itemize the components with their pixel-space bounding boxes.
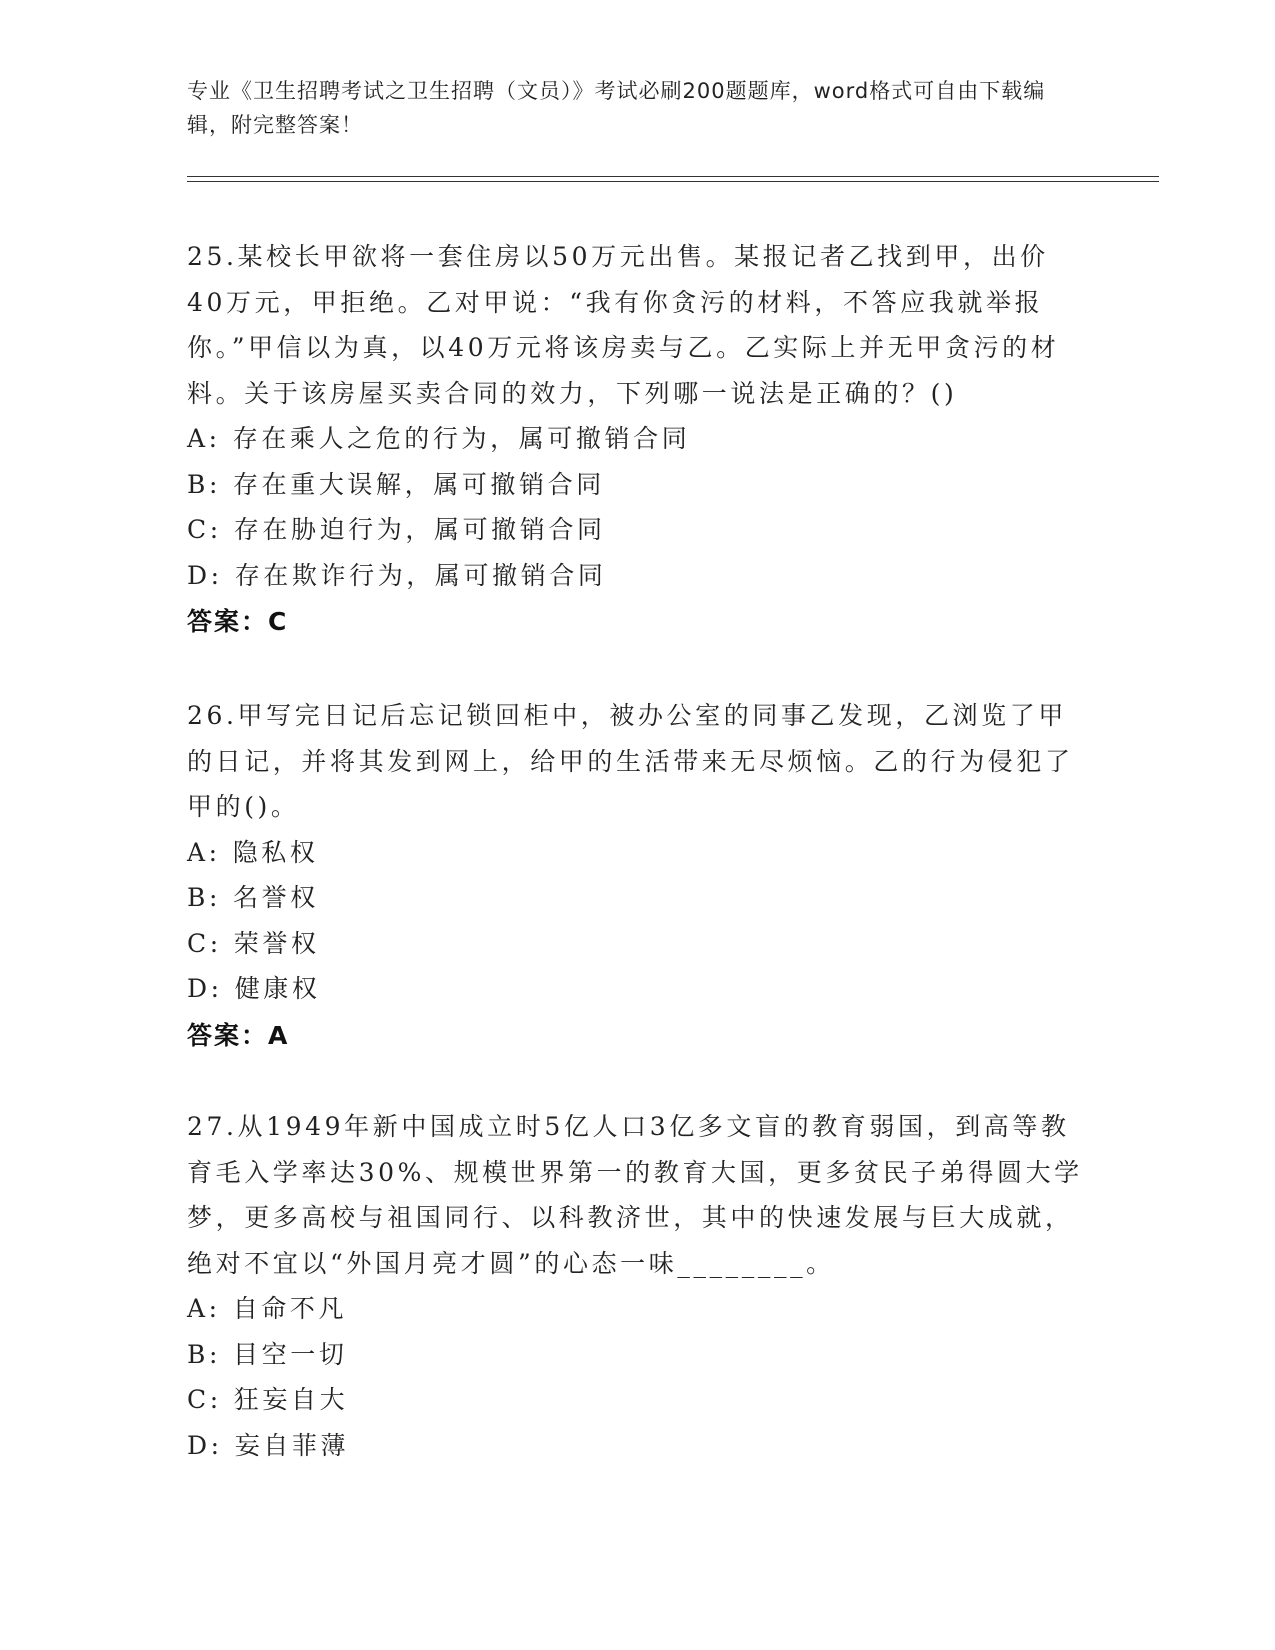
option-letter: D (187, 974, 211, 1003)
option-letter: D (187, 1430, 211, 1460)
question-27 (187, 1104, 1087, 1468)
header-divider (187, 176, 1159, 177)
option-letter: A (187, 424, 209, 453)
option-letter: C (187, 515, 210, 544)
option-a (187, 416, 1087, 462)
header-divider (187, 181, 1159, 182)
option-separator: : (208, 1339, 222, 1369)
document-header: 专业《卫生招聘考试之卫生招聘（文员）》考试必刷200题题库，word格式可自由下载编辑，附完整答案！ (187, 79, 1046, 137)
question-25 (187, 234, 1087, 645)
option-separator: : (208, 1294, 221, 1323)
option-a (187, 1286, 1087, 1332)
option-text: 狂妄自大 (233, 1385, 349, 1414)
option-text: 存在胁迫行为，属可撤销合同 (233, 515, 606, 544)
option-text: 妄自菲薄 (234, 1430, 350, 1460)
option-letter: C (187, 928, 210, 958)
question-stem: 25.某校长甲欲将一套住房以50万元出售。某报记者乙找到甲，出价40万元，甲拒绝。乙对甲说：“我有你贪污的材料，不答应我就举报你。”甲信以为真，以40万元将该房卖与乙。乙实际上并无甲贪污的材料。关于该房屋买卖合同的效力，下列哪一说法是正确的？() (187, 242, 1060, 408)
question-26 (187, 693, 1087, 1058)
option-text: 存在乘人之危的行为，属可撤销合同 (232, 424, 691, 453)
option-d (187, 966, 1087, 1012)
answer: 答案：A (187, 1020, 290, 1050)
option-b (187, 875, 1087, 921)
question-stem: 27.从1949年新中国成立时5亿人口3亿多文盲的教育弱国，到高等教育毛入学率达30%、规模世界第一的教育大国，更多贫民子弟得圆大学梦，更多高校与祖国同行、以科教济世，其中的快速发展与巨大成就，绝对不宜以“外国月亮才圆”的心态一味________。 (187, 1112, 1083, 1278)
option-b (187, 1332, 1087, 1378)
option-separator: : (210, 560, 223, 590)
option-c (187, 507, 1087, 553)
option-separator: : (208, 883, 222, 912)
option-text: 健康权 (234, 974, 321, 1003)
option-c (187, 921, 1087, 967)
option-d (187, 553, 1087, 599)
option-letter: D (187, 560, 211, 590)
option-text: 存在重大误解，属可撤销合同 (233, 469, 605, 499)
option-letter: B (187, 1339, 209, 1369)
option-c (187, 1377, 1087, 1423)
option-separator: : (209, 928, 222, 958)
answer: 答案：C (187, 607, 289, 636)
option-separator: : (208, 837, 221, 867)
option-separator: : (208, 424, 221, 453)
option-separator: : (209, 515, 222, 544)
option-b (187, 462, 1087, 508)
option-text: 名誉权 (233, 883, 319, 912)
option-letter: A (187, 837, 209, 867)
option-letter: A (187, 1294, 209, 1323)
option-a (187, 830, 1087, 876)
option-text: 隐私权 (232, 837, 319, 867)
option-d (187, 1423, 1087, 1469)
option-separator: : (210, 974, 223, 1003)
option-text: 自命不凡 (232, 1294, 348, 1323)
option-separator: : (210, 1430, 223, 1460)
option-letter: C (187, 1385, 210, 1414)
option-separator: : (209, 1385, 222, 1414)
option-letter: B (187, 469, 209, 499)
question-stem: 26.甲写完日记后忘记锁回柜中，被办公室的同事乙发现，乙浏览了甲的日记，并将其发到网上，给甲的生活带来无尽烦恼。乙的行为侵犯了甲的()。 (187, 701, 1074, 821)
option-text: 荣誉权 (233, 928, 320, 958)
option-text: 存在欺诈行为，属可撤销合同 (234, 560, 607, 590)
option-letter: B (187, 883, 209, 912)
option-separator: : (208, 469, 222, 499)
option-text: 目空一切 (233, 1339, 348, 1369)
